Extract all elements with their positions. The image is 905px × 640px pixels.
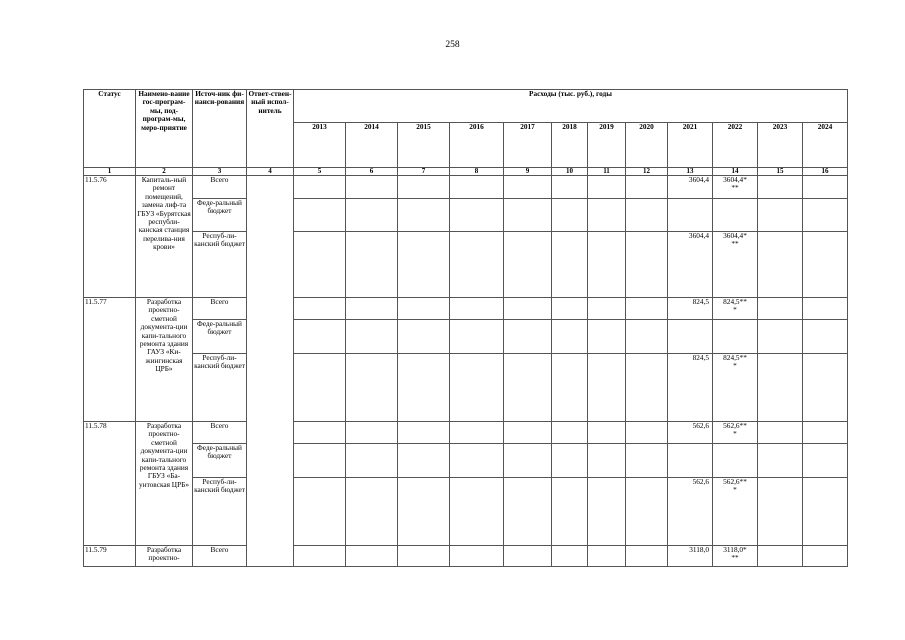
value-empty <box>504 478 552 546</box>
value-empty <box>588 478 626 546</box>
table-row <box>84 546 848 567</box>
value-empty <box>450 176 504 199</box>
record-status: 11.5.78 <box>84 422 136 546</box>
table-row <box>84 354 848 422</box>
value-empty <box>504 320 552 354</box>
value-empty <box>294 422 346 444</box>
value-2021 <box>668 444 713 478</box>
value-empty <box>294 478 346 546</box>
funding-source: Феде-ральный бюджет <box>193 444 247 478</box>
value-empty <box>504 298 552 320</box>
value-empty <box>758 320 803 354</box>
column-number: 2 <box>136 168 193 176</box>
value-2021: 824,5 <box>668 298 713 320</box>
value-empty <box>552 320 588 354</box>
value-2022 <box>713 199 758 232</box>
value-empty <box>504 546 552 567</box>
value-empty <box>450 546 504 567</box>
value-2022: 824,5** * <box>713 298 758 320</box>
table-row <box>84 444 848 478</box>
value-empty <box>588 298 626 320</box>
value-empty <box>398 199 450 232</box>
value-empty <box>346 320 398 354</box>
value-2021: 824,5 <box>668 354 713 422</box>
value-2021: 3118,0 <box>668 546 713 567</box>
column-number: 6 <box>346 168 398 176</box>
year-header: 2022 <box>713 123 758 168</box>
value-empty <box>398 546 450 567</box>
value-empty <box>758 422 803 444</box>
value-empty <box>758 444 803 478</box>
value-empty <box>346 199 398 232</box>
funding-source: Респуб-ли-канский бюджет <box>193 478 247 546</box>
column-number: 1 <box>84 168 136 176</box>
value-empty <box>398 232 450 298</box>
value-empty <box>758 232 803 298</box>
value-empty <box>758 176 803 199</box>
funding-source: Всего <box>193 546 247 567</box>
record-name: Разработка проектно-сметной документа-ции капи-тального ремонта здания ГАУЗ «Ки-жингинская ЦРБ» <box>136 298 193 422</box>
value-empty <box>504 444 552 478</box>
value-empty <box>758 478 803 546</box>
record-name: Разработка проектно- <box>136 546 193 567</box>
value-empty <box>803 320 848 354</box>
value-2022: 824,5** * <box>713 354 758 422</box>
value-empty <box>398 478 450 546</box>
value-empty <box>450 199 504 232</box>
value-empty <box>588 422 626 444</box>
value-empty <box>803 546 848 567</box>
budget-table <box>83 89 848 567</box>
value-empty <box>626 422 668 444</box>
value-empty <box>504 422 552 444</box>
table-row <box>84 422 848 444</box>
column-number: 9 <box>504 168 552 176</box>
value-empty <box>803 422 848 444</box>
funding-source: Респуб-ли-канский бюджет <box>193 232 247 298</box>
record-status: 11.5.76 <box>84 176 136 298</box>
value-2022 <box>713 320 758 354</box>
table-row <box>84 298 848 320</box>
value-2021 <box>668 199 713 232</box>
value-empty <box>398 298 450 320</box>
column-number: 13 <box>668 168 713 176</box>
year-header: 2015 <box>398 123 450 168</box>
value-empty <box>398 320 450 354</box>
value-empty <box>504 232 552 298</box>
table-row <box>84 199 848 232</box>
value-empty <box>758 298 803 320</box>
value-empty <box>504 354 552 422</box>
funding-source: Всего <box>193 176 247 199</box>
header-source: Источ-ник фи-нанси-рования <box>193 90 247 168</box>
value-empty <box>346 298 398 320</box>
header-name: Наимено-вание гос-програм-мы, под-програм-мы, меро-приятие <box>136 90 193 168</box>
value-empty <box>450 478 504 546</box>
value-empty <box>758 354 803 422</box>
value-2021: 562,6 <box>668 478 713 546</box>
column-number: 3 <box>193 168 247 176</box>
value-empty <box>294 320 346 354</box>
header-expenses: Расходы (тыс. руб.), годы <box>294 90 848 123</box>
record-name: Капиталь-ный ремонт помещений, замена лиф-та ГБУЗ «Бурятская республи-канская станция перелива-ния крови» <box>136 176 193 298</box>
value-empty <box>398 444 450 478</box>
value-empty <box>803 298 848 320</box>
value-empty <box>588 199 626 232</box>
value-empty <box>346 546 398 567</box>
column-number: 5 <box>294 168 346 176</box>
value-empty <box>803 478 848 546</box>
year-header: 2024 <box>803 123 848 168</box>
value-empty <box>294 176 346 199</box>
value-empty <box>450 298 504 320</box>
value-2022: 3118,0* ** <box>713 546 758 567</box>
value-empty <box>626 478 668 546</box>
value-empty <box>346 444 398 478</box>
year-header: 2013 <box>294 123 346 168</box>
value-empty <box>346 232 398 298</box>
value-empty <box>552 176 588 199</box>
record-name: Разработка проектно-сметной документа-ции капи-тального ремонта здания ГБУЗ «Ба-унтовская ЦРБ» <box>136 422 193 546</box>
value-empty <box>758 199 803 232</box>
year-header: 2014 <box>346 123 398 168</box>
year-header: 2021 <box>668 123 713 168</box>
value-2022: 3604,4* ** <box>713 232 758 298</box>
value-empty <box>552 232 588 298</box>
value-empty <box>450 232 504 298</box>
table-row <box>84 232 848 298</box>
value-empty <box>450 444 504 478</box>
column-number: 16 <box>803 168 848 176</box>
column-number: 7 <box>398 168 450 176</box>
value-empty <box>626 298 668 320</box>
year-header: 2020 <box>626 123 668 168</box>
column-number: 11 <box>588 168 626 176</box>
value-empty <box>626 320 668 354</box>
value-empty <box>346 176 398 199</box>
value-empty <box>552 354 588 422</box>
value-empty <box>294 444 346 478</box>
funding-source: Феде-ральный бюджет <box>193 199 247 232</box>
header-responsible: Ответ-ствен-ный испол-нитель <box>247 90 294 168</box>
table-row <box>84 320 848 354</box>
value-empty <box>552 422 588 444</box>
value-empty <box>588 444 626 478</box>
responsible-cell <box>247 176 294 567</box>
value-empty <box>626 546 668 567</box>
column-number: 12 <box>626 168 668 176</box>
record-status: 11.5.79 <box>84 546 136 567</box>
year-header: 2019 <box>588 123 626 168</box>
value-empty <box>803 199 848 232</box>
value-2021: 562,6 <box>668 422 713 444</box>
value-empty <box>626 232 668 298</box>
value-empty <box>626 176 668 199</box>
value-empty <box>803 354 848 422</box>
value-empty <box>626 199 668 232</box>
column-number: 10 <box>552 168 588 176</box>
value-2022 <box>713 444 758 478</box>
value-empty <box>450 422 504 444</box>
value-empty <box>803 232 848 298</box>
value-2022: 3604,4* ** <box>713 176 758 199</box>
year-header: 2023 <box>758 123 803 168</box>
column-number: 4 <box>247 168 294 176</box>
value-empty <box>294 298 346 320</box>
value-empty <box>294 354 346 422</box>
value-empty <box>294 232 346 298</box>
value-empty <box>504 176 552 199</box>
value-empty <box>588 176 626 199</box>
value-empty <box>803 444 848 478</box>
table-row <box>84 176 848 199</box>
value-empty <box>398 354 450 422</box>
value-empty <box>626 444 668 478</box>
value-2022: 562,6** * <box>713 478 758 546</box>
value-empty <box>346 478 398 546</box>
funding-source: Всего <box>193 298 247 320</box>
value-empty <box>450 354 504 422</box>
year-header: 2018 <box>552 123 588 168</box>
page-number: 258 <box>445 40 460 50</box>
column-number: 15 <box>758 168 803 176</box>
column-number: 8 <box>450 168 504 176</box>
funding-source: Всего <box>193 422 247 444</box>
value-empty <box>398 176 450 199</box>
funding-source: Феде-ральный бюджет <box>193 320 247 354</box>
value-2021 <box>668 320 713 354</box>
value-empty <box>346 354 398 422</box>
funding-source: Респуб-ли-канский бюджет <box>193 354 247 422</box>
table-row <box>84 478 848 546</box>
value-empty <box>552 478 588 546</box>
value-empty <box>398 422 450 444</box>
value-empty <box>758 546 803 567</box>
value-empty <box>552 199 588 232</box>
record-status: 11.5.77 <box>84 298 136 422</box>
value-empty <box>450 320 504 354</box>
column-number: 14 <box>713 168 758 176</box>
value-empty <box>588 546 626 567</box>
value-empty <box>626 354 668 422</box>
value-2021: 3604,4 <box>668 232 713 298</box>
value-empty <box>346 422 398 444</box>
year-header: 2017 <box>504 123 552 168</box>
value-empty <box>588 232 626 298</box>
value-empty <box>294 546 346 567</box>
value-empty <box>588 320 626 354</box>
header-status: Статус <box>84 90 136 168</box>
value-empty <box>294 199 346 232</box>
value-empty <box>552 546 588 567</box>
value-2021: 3604,4 <box>668 176 713 199</box>
value-empty <box>803 176 848 199</box>
value-empty <box>504 199 552 232</box>
year-header: 2016 <box>450 123 504 168</box>
value-2022: 562,6** * <box>713 422 758 444</box>
value-empty <box>588 354 626 422</box>
value-empty <box>552 444 588 478</box>
value-empty <box>552 298 588 320</box>
